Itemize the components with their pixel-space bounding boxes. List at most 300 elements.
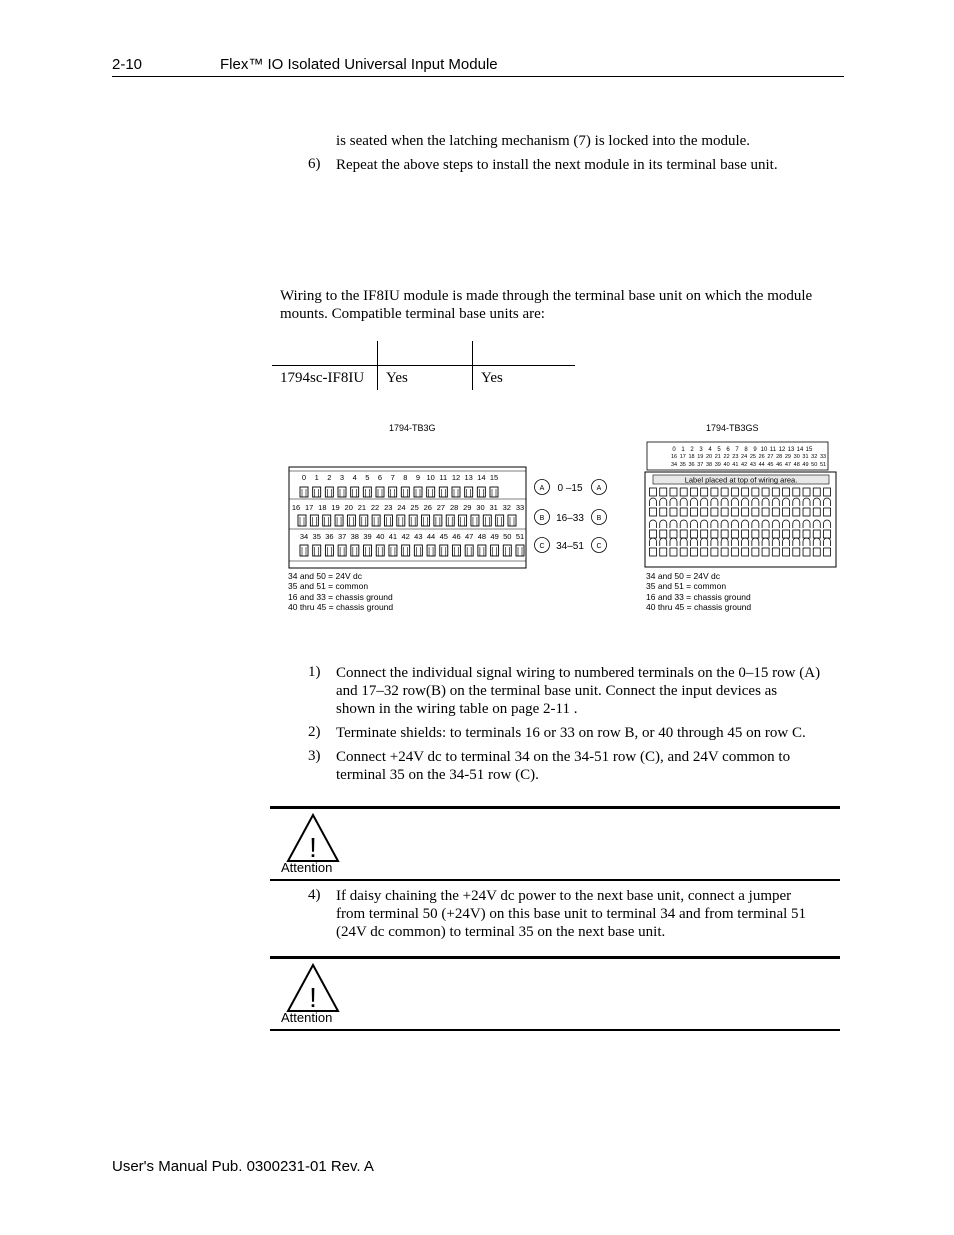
note-line: 35 and 51 = common — [646, 581, 727, 592]
terminal-clamp — [803, 520, 810, 528]
terminal-screw — [783, 508, 790, 516]
terminal-screw — [414, 545, 422, 556]
terminal-clamp — [742, 498, 749, 506]
terminal-screw — [310, 515, 318, 526]
terminal-number: 41 — [732, 462, 739, 468]
terminal-number: 15 — [489, 473, 499, 482]
terminal-number: 38 — [350, 532, 359, 541]
note-line: 16 and 33 = chassis ground — [646, 591, 751, 602]
terminal-number: 18 — [688, 454, 695, 460]
terminal-screw — [701, 508, 708, 516]
legend-c-range: 34–51 — [556, 541, 584, 552]
terminal-screw — [351, 545, 359, 556]
note-line: 40 thru 45 = chassis ground — [288, 601, 394, 612]
terminal-clamp — [803, 538, 810, 546]
terminal-number: 8 — [403, 473, 408, 482]
terminal-number: 33 — [515, 503, 525, 512]
terminal-number: 6 — [726, 447, 730, 453]
terminal-screw — [813, 508, 820, 516]
terminal-screw — [439, 487, 447, 497]
terminal-number: 11 — [769, 447, 777, 453]
terminal-clamp — [813, 538, 820, 546]
step-2-text — [336, 724, 806, 742]
terminal-screw — [427, 487, 435, 497]
terminal-number: 25 — [749, 454, 756, 460]
terminal-number: 48 — [793, 462, 800, 468]
terminal-screw — [313, 545, 321, 556]
legend-b-letter-left: B — [539, 515, 545, 522]
terminal-clamp — [680, 498, 687, 506]
terminal-screw — [813, 488, 820, 496]
terminal-screw — [503, 545, 511, 556]
terminal-number: 37 — [337, 532, 347, 541]
row-a-terminals — [300, 487, 498, 497]
svg-text:!: ! — [309, 982, 317, 1013]
terminal-number: 8 — [744, 447, 748, 453]
terminal-screw — [670, 488, 677, 496]
row-c-numbers — [300, 532, 524, 541]
terminal-number: 28 — [776, 454, 783, 460]
step-line: from terminal 50 (+24V) on this base unit to terminal 34 and from terminal 51 — [336, 906, 807, 922]
terminal-clamp — [670, 538, 677, 546]
terminal-screw — [452, 545, 460, 556]
right-row-3-numbers — [671, 462, 826, 468]
attention-label: Attention — [281, 1010, 333, 1025]
terminal-screw — [650, 508, 657, 516]
terminal-screw — [690, 548, 697, 556]
terminal-number: 49 — [490, 532, 499, 541]
step-3-text — [336, 748, 790, 784]
note-line: 40 thru 45 = chassis ground — [646, 601, 752, 612]
terminal-number: 7 — [735, 447, 739, 453]
terminal-number: 0 — [672, 447, 676, 453]
terminal-clamp — [670, 498, 677, 506]
terminal-number: 26 — [423, 503, 432, 512]
terminal-number: 10 — [426, 473, 435, 482]
terminal-clamp — [762, 498, 769, 506]
terminal-screw — [465, 487, 473, 497]
right-row-1-numbers — [672, 447, 813, 453]
terminal-number: 20 — [344, 503, 353, 512]
terminal-clamp — [701, 498, 708, 506]
terminal-number: 9 — [753, 447, 757, 453]
left-figure-notes — [288, 571, 393, 612]
terminal-number: 42 — [741, 462, 748, 468]
terminal-screw — [793, 508, 800, 516]
terminal-screw — [824, 530, 831, 538]
terminal-screw — [660, 530, 667, 538]
terminal-clamp — [742, 538, 749, 546]
terminal-number: 24 — [397, 503, 406, 512]
wiring-intro-line-2: mounts. Compatible terminal base units are: — [280, 306, 545, 322]
step-2-number: 2) — [308, 724, 321, 740]
terminal-screw — [376, 487, 384, 497]
terminal-screw — [483, 515, 491, 526]
terminal-number: 21 — [357, 503, 367, 512]
terminal-screw — [783, 530, 790, 538]
terminal-screw — [376, 545, 384, 556]
terminal-number: 18 — [318, 503, 327, 512]
terminal-screw — [680, 530, 687, 538]
terminal-screw — [670, 508, 677, 516]
step-1-text — [336, 664, 820, 718]
terminal-number: 1 — [314, 473, 319, 482]
terminal-clamp — [762, 538, 769, 546]
terminal-number: 50 — [811, 462, 818, 468]
terminal-clamp — [650, 520, 657, 528]
table-row — [272, 366, 575, 391]
terminal-number: 43 — [749, 462, 756, 468]
step-line: shown in the wiring table on page 2-11 . — [336, 701, 578, 717]
terminal-screw — [824, 488, 831, 496]
terminal-number: 42 — [401, 532, 410, 541]
right-terminal-rows — [650, 488, 831, 556]
terminal-clamp — [690, 520, 697, 528]
step-line: and 17–32 row(B) on the terminal base unit. Connect the input devices as — [336, 683, 778, 699]
table-cell — [473, 341, 576, 366]
terminal-number: 9 — [415, 473, 421, 482]
terminal-clamp — [731, 538, 738, 546]
terminal-clamp — [752, 520, 759, 528]
note-line: 35 and 51 = common — [288, 581, 369, 592]
terminal-screw — [813, 548, 820, 556]
terminal-clamp — [803, 498, 810, 506]
terminal-number: 44 — [758, 462, 765, 468]
terminal-number: 12 — [778, 447, 786, 453]
terminal-screw — [313, 487, 321, 497]
terminal-number: 23 — [732, 454, 739, 460]
terminal-number: 27 — [767, 454, 774, 460]
terminal-screw — [783, 548, 790, 556]
terminal-screw — [742, 488, 749, 496]
terminal-clamp — [690, 498, 697, 506]
terminal-number: 49 — [802, 462, 809, 468]
terminal-clamp — [670, 520, 677, 528]
terminal-screw — [803, 530, 810, 538]
terminal-screw — [793, 530, 800, 538]
terminal-screw — [323, 515, 331, 526]
step-line: (24V dc common) to terminal 35 on the next base unit. — [336, 924, 666, 940]
terminal-screw — [401, 487, 409, 497]
table-cell: Yes — [473, 366, 576, 391]
terminal-screw — [363, 487, 371, 497]
terminal-screw — [446, 515, 454, 526]
terminal-number: 32 — [502, 503, 511, 512]
terminal-number: 30 — [793, 454, 800, 460]
terminal-number: 35 — [312, 532, 321, 541]
terminal-screw — [762, 530, 769, 538]
step-3-number: 3) — [308, 748, 321, 764]
terminal-screw — [731, 530, 738, 538]
legend-c-letter-left: C — [539, 543, 545, 550]
terminal-clamp — [711, 538, 718, 546]
terminal-screw — [325, 545, 333, 556]
table-cell — [378, 341, 473, 366]
terminal-clamp — [650, 498, 657, 506]
terminal-number: 17 — [679, 454, 686, 460]
terminal-number: 3 — [699, 447, 703, 453]
terminal-screw — [490, 487, 498, 497]
right-terminal-block — [645, 472, 836, 567]
legend-a-letter-right: A — [596, 485, 602, 492]
terminal-screw — [824, 508, 831, 516]
legend-b-letter-right: B — [596, 515, 602, 522]
terminal-number: 34 — [670, 462, 678, 468]
terminal-number: 33 — [819, 454, 827, 460]
terminal-clamp — [783, 520, 790, 528]
terminal-screw — [660, 488, 667, 496]
terminal-screw — [364, 545, 372, 556]
step-line: Terminate shields: to terminals 16 or 33 on row B, or 40 through 45 on row C. — [336, 725, 806, 741]
terminal-number: 16 — [291, 503, 301, 512]
terminal-number: 50 — [503, 532, 512, 541]
wiring-intro-line-1: Wiring to the IF8IU module is made through the terminal base unit on which the module — [280, 288, 813, 304]
terminal-number: 12 — [451, 473, 461, 482]
terminal-screw — [452, 487, 460, 497]
terminal-number: 31 — [489, 503, 498, 512]
terminal-screw — [434, 515, 442, 526]
terminal-number: 2 — [327, 473, 332, 482]
terminal-number: 30 — [476, 503, 485, 512]
right-label-text: Label placed at top of wiring area. — [684, 475, 798, 485]
attention-box-1 — [270, 806, 840, 881]
terminal-screw — [389, 545, 397, 556]
step-line: If daisy chaining the +24V dc power to the next base unit, connect a jumper — [336, 888, 792, 904]
terminal-number: 24 — [741, 454, 748, 460]
terminal-screw — [701, 488, 708, 496]
terminal-number: 28 — [449, 503, 459, 512]
legend-c-letter-right: C — [596, 543, 602, 550]
terminal-number: 46 — [452, 532, 461, 541]
terminal-number: 51 — [515, 532, 525, 541]
note-line: 34 and 50 = 24V dc — [646, 571, 720, 581]
terminal-screw — [351, 487, 359, 497]
terminal-screw — [335, 515, 343, 526]
terminal-screw — [650, 488, 657, 496]
terminal-screw — [731, 508, 738, 516]
terminal-screw — [440, 545, 448, 556]
terminal-clamp — [824, 498, 831, 506]
terminal-number: 29 — [463, 503, 472, 512]
terminal-screw — [762, 548, 769, 556]
terminal-number: 11 — [439, 473, 448, 482]
legend-a-range: 0 –15 — [557, 483, 583, 494]
terminal-clamp — [772, 538, 779, 546]
terminal-screw — [300, 545, 308, 556]
terminal-clamp — [701, 538, 708, 546]
terminal-number: 22 — [370, 503, 380, 512]
terminal-clamp — [721, 520, 728, 528]
terminal-screw — [496, 515, 504, 526]
terminal-screw — [459, 515, 467, 526]
terminal-screw — [701, 530, 708, 538]
terminal-number: 32 — [811, 454, 818, 460]
terminal-screw — [680, 508, 687, 516]
footer-publication: User's Manual Pub. 0300231-01 Rev. A — [112, 1158, 374, 1175]
terminal-number: 10 — [760, 447, 768, 453]
terminal-number: 47 — [465, 532, 474, 541]
terminal-screw — [491, 545, 499, 556]
terminal-number: 36 — [325, 532, 334, 541]
terminal-clamp — [752, 538, 759, 546]
terminal-number: 25 — [410, 503, 419, 512]
terminal-number: 19 — [331, 503, 340, 512]
terminal-clamp — [772, 498, 779, 506]
warning-triangle-icon — [286, 813, 340, 863]
right-figure-title: 1794-TB3GS — [706, 423, 759, 433]
terminal-screw — [465, 545, 473, 556]
terminal-clamp — [660, 498, 667, 506]
terminal-clamp — [824, 538, 831, 546]
terminal-screw — [701, 548, 708, 556]
terminal-clamp — [731, 520, 738, 528]
terminal-number: 40 — [376, 532, 385, 541]
legend-b-range: 16–33 — [556, 513, 584, 524]
step-line: terminal 35 on the 34-51 row (C). — [336, 767, 539, 783]
terminal-number: 26 — [758, 454, 765, 460]
attention-box-2 — [270, 956, 840, 1031]
note-line: 16 and 33 = chassis ground — [288, 591, 393, 602]
terminal-screw — [670, 548, 677, 556]
terminal-number: 4 — [352, 473, 357, 482]
terminal-screw — [793, 548, 800, 556]
terminal-clamp — [721, 498, 728, 506]
attention-label: Attention — [281, 860, 333, 875]
terminal-screw — [372, 515, 380, 526]
terminal-screw — [397, 515, 405, 526]
terminal-screw — [711, 488, 718, 496]
terminal-screw — [298, 515, 306, 526]
header-rule — [112, 76, 844, 77]
terminal-screw — [690, 508, 697, 516]
terminal-screw — [650, 548, 657, 556]
terminal-clamp — [752, 498, 759, 506]
compatibility-table — [272, 341, 575, 390]
svg-text:!: ! — [309, 832, 317, 863]
terminal-number: 36 — [688, 462, 695, 468]
terminal-number: 44 — [426, 532, 436, 541]
terminal-number: 22 — [723, 454, 730, 460]
terminal-screw — [752, 530, 759, 538]
terminal-screw — [650, 530, 657, 538]
step-4-text — [336, 887, 806, 941]
terminal-screw — [824, 548, 831, 556]
warning-triangle-icon — [286, 963, 340, 1013]
terminal-screw — [471, 515, 479, 526]
terminal-clamp — [793, 498, 800, 506]
table-cell: 1794sc-IF8IU — [280, 369, 365, 386]
terminal-screw — [384, 515, 392, 526]
terminal-clamp — [742, 520, 749, 528]
terminal-screw — [389, 487, 397, 497]
terminal-clamp — [793, 520, 800, 528]
terminal-number: 45 — [767, 462, 774, 468]
terminal-number: 21 — [714, 454, 721, 460]
terminal-number: 4 — [708, 447, 712, 453]
terminal-number: 40 — [723, 462, 730, 468]
terminal-clamp — [813, 520, 820, 528]
terminal-screw — [478, 545, 486, 556]
right-figure-notes — [646, 571, 751, 612]
terminal-number: 5 — [365, 473, 370, 482]
terminal-screw — [660, 548, 667, 556]
terminal-screw — [721, 488, 728, 496]
terminal-number: 1 — [681, 447, 685, 453]
row-c-terminals — [300, 545, 524, 556]
table-cell — [272, 341, 378, 366]
terminal-clamp — [711, 520, 718, 528]
terminal-screw — [414, 487, 422, 497]
terminal-screw — [660, 508, 667, 516]
step-line: Connect +24V dc to terminal 34 on the 34-51 row (C), and 24V common to — [336, 749, 791, 765]
terminal-screw — [803, 548, 810, 556]
terminal-screw — [772, 508, 779, 516]
terminal-screw — [690, 530, 697, 538]
terminal-number: 14 — [477, 473, 486, 482]
step-6-text: Repeat the above steps to install the next module in its terminal base unit. — [336, 157, 778, 173]
terminal-number: 13 — [787, 447, 795, 453]
terminal-number: 0 — [301, 473, 307, 482]
step-4-number: 4) — [308, 887, 321, 903]
terminal-screw — [347, 515, 355, 526]
terminal-screw — [427, 545, 435, 556]
left-figure-title: 1794-TB3G — [389, 423, 436, 433]
terminal-number: 17 — [305, 503, 314, 512]
table-cell: Yes — [378, 366, 473, 391]
terminal-screw — [325, 487, 333, 497]
step-6-number: 6) — [308, 156, 321, 172]
terminal-number: 3 — [339, 473, 345, 482]
terminal-number: 6 — [377, 473, 383, 482]
continuation-text: is seated when the latching mechanism (7) is locked into the module. — [336, 133, 751, 149]
terminal-clamp — [650, 538, 657, 546]
terminal-clamp — [783, 498, 790, 506]
terminal-number: 19 — [697, 454, 704, 460]
terminal-screw — [813, 530, 820, 538]
terminal-screw — [752, 508, 759, 516]
terminal-number: 41 — [388, 532, 398, 541]
terminal-screw — [477, 487, 485, 497]
terminal-number: 46 — [776, 462, 783, 468]
terminal-screw — [300, 487, 308, 497]
terminal-screw — [762, 508, 769, 516]
running-header-title: Flex™ IO Isolated Universal Input Module — [220, 56, 498, 73]
terminal-number: 51 — [819, 462, 827, 468]
step-line: Connect the individual signal wiring to numbered terminals on the 0–15 row (A) — [336, 665, 821, 681]
terminal-screw — [731, 488, 738, 496]
terminal-screw — [742, 530, 749, 538]
terminal-number: 34 — [299, 532, 309, 541]
terminal-clamp — [721, 538, 728, 546]
terminal-screw — [772, 530, 779, 538]
terminal-clamp — [824, 520, 831, 528]
terminal-screw — [670, 530, 677, 538]
terminal-number: 5 — [717, 447, 721, 453]
terminal-number: 23 — [384, 503, 393, 512]
terminal-screw — [731, 548, 738, 556]
terminal-number: 38 — [705, 462, 713, 468]
terminal-number: 2 — [690, 447, 694, 453]
terminal-screw — [752, 548, 759, 556]
terminal-screw — [772, 548, 779, 556]
terminal-clamp — [711, 498, 718, 506]
terminal-number: 15 — [805, 447, 813, 453]
terminal-screw — [409, 515, 417, 526]
terminal-clamp — [680, 538, 687, 546]
terminal-clamp — [690, 538, 697, 546]
terminal-number: 20 — [705, 454, 713, 460]
terminal-clamp — [701, 520, 708, 528]
